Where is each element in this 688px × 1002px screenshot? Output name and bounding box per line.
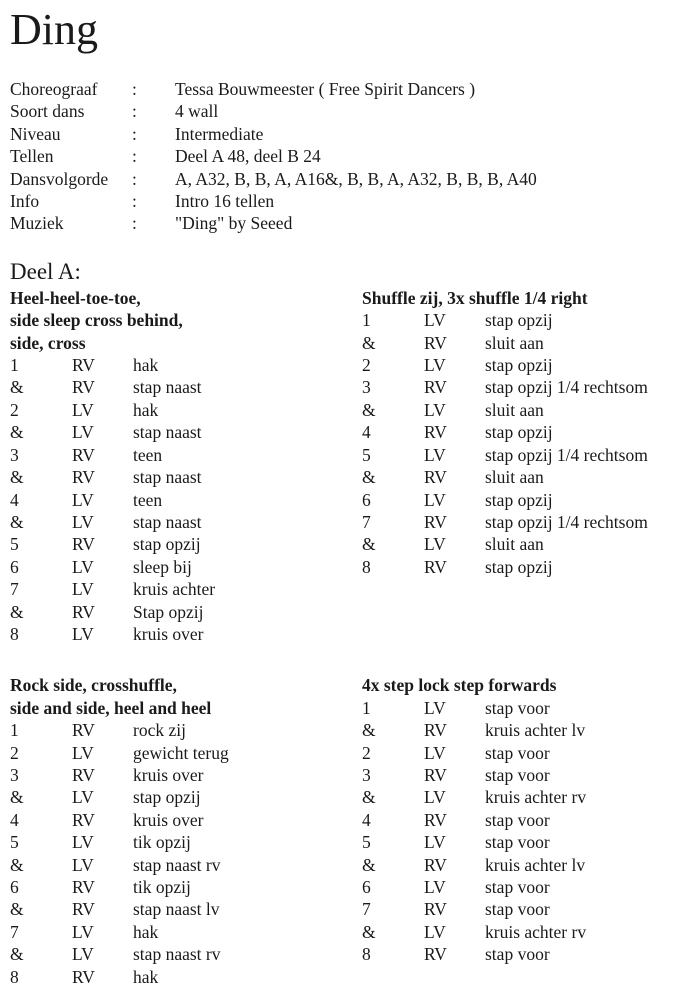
step-row — [10, 786, 362, 808]
step-count: 1 — [362, 310, 371, 331]
step-row — [362, 921, 678, 943]
step-foot: RV — [72, 377, 95, 398]
step-action: stap opzij — [133, 787, 201, 808]
step-foot: RV — [72, 966, 95, 987]
step-action: stap opzij — [485, 556, 553, 577]
step-count: 5 — [10, 832, 19, 853]
step-count: & — [362, 332, 376, 353]
block-title — [10, 287, 362, 354]
step-count: & — [10, 944, 24, 965]
step-list — [362, 697, 678, 966]
step-action: hak — [133, 921, 159, 942]
step-action: kruis over — [133, 623, 204, 644]
step-foot: RV — [424, 944, 447, 965]
info-colon: : — [132, 79, 137, 99]
step-foot: RV — [72, 444, 95, 465]
step-action: stap opzij 1/4 rechtsom — [485, 377, 648, 398]
step-row — [362, 421, 678, 443]
step-action: stap voor — [485, 899, 550, 920]
step-action: kruis achter lv — [485, 854, 586, 875]
step-row — [10, 764, 362, 786]
step-foot: LV — [424, 697, 446, 718]
step-row — [10, 831, 362, 853]
step-foot: RV — [424, 809, 447, 830]
info-value: "Ding" by Seeed — [175, 213, 293, 234]
step-row — [362, 831, 678, 853]
step-foot: RV — [424, 556, 447, 577]
info-colon: : — [132, 213, 137, 234]
step-action: kruis achter lv — [485, 720, 586, 741]
step-action: hak — [133, 966, 159, 987]
info-row — [10, 212, 678, 234]
step-row — [362, 376, 678, 398]
step-count: 6 — [362, 877, 371, 897]
step-row — [10, 966, 362, 988]
step-foot: RV — [424, 467, 447, 488]
step-foot: RV — [424, 854, 447, 875]
step-foot: RV — [424, 377, 447, 398]
step-action: stap voor — [485, 764, 550, 785]
block-heel-heel-toe-toe — [10, 287, 362, 646]
step-action: stap opzij — [133, 534, 201, 555]
step-row — [10, 876, 362, 898]
step-action: stap voor — [485, 832, 550, 853]
step-foot: RV — [424, 511, 447, 532]
step-action: Stap opzij — [133, 601, 204, 622]
step-count: & — [10, 511, 24, 532]
step-row — [10, 921, 362, 943]
step-action: stap opzij 1/4 rechtsom — [485, 444, 648, 465]
section-row-2 — [10, 674, 678, 988]
step-row — [362, 444, 678, 466]
step-foot: LV — [424, 787, 446, 808]
step-row — [362, 533, 678, 555]
step-count: 5 — [362, 444, 371, 465]
step-row — [10, 578, 362, 600]
block-shuffle-zij — [362, 287, 678, 578]
step-row — [362, 876, 678, 898]
step-row — [10, 898, 362, 920]
step-foot: LV — [72, 399, 94, 420]
step-row — [362, 556, 678, 578]
step-foot: LV — [72, 787, 94, 808]
step-row — [10, 719, 362, 741]
step-row — [362, 697, 678, 719]
step-count: 2 — [362, 742, 371, 763]
step-row — [10, 623, 362, 645]
info-colon: : — [132, 191, 137, 212]
step-row — [10, 943, 362, 965]
info-colon: : — [132, 168, 137, 189]
block-title-line: Heel-heel-toe-toe, — [10, 287, 141, 308]
step-foot: LV — [72, 623, 94, 644]
step-count: 6 — [10, 556, 19, 577]
step-foot: RV — [424, 899, 447, 920]
step-count: 4 — [10, 489, 19, 510]
step-foot: RV — [72, 899, 95, 920]
info-row — [10, 123, 678, 145]
step-action: kruis achter rv — [485, 787, 587, 808]
info-row — [10, 168, 678, 190]
block-title-line: Shuffle zij, 3x shuffle 1/4 right — [362, 287, 588, 308]
info-value: Intro 16 tellen — [175, 191, 275, 212]
info-row — [10, 190, 678, 212]
section-row-1 — [10, 287, 678, 646]
step-count: 3 — [362, 764, 371, 785]
step-foot: LV — [424, 877, 446, 897]
info-label: Niveau — [10, 123, 61, 144]
step-action: hak — [133, 355, 159, 376]
step-row — [362, 489, 678, 511]
step-count: 7 — [362, 511, 371, 532]
step-row — [362, 742, 678, 764]
step-row — [10, 466, 362, 488]
block-title-line: 4x step lock step forwards — [362, 675, 557, 696]
step-foot: LV — [72, 921, 94, 942]
step-count: 8 — [362, 556, 371, 577]
info-value: A, A32, B, B, A, A16&, B, B, A, A32, B, B, B, A40 — [175, 168, 537, 189]
step-action: gewicht terug — [133, 742, 229, 763]
info-label: Info — [10, 191, 40, 212]
info-value: Deel A 48, deel B 24 — [175, 146, 321, 167]
step-foot: LV — [72, 944, 94, 965]
block-title-line: side and side, heel and heel — [10, 697, 212, 718]
step-count: & — [10, 467, 24, 488]
block-title — [362, 674, 678, 696]
step-foot: LV — [424, 310, 446, 331]
step-action: stap voor — [485, 809, 550, 830]
section-heading-deel-a: Deel A: — [10, 258, 81, 284]
step-count: 6 — [10, 877, 19, 897]
step-foot: LV — [72, 854, 94, 875]
step-count: 4 — [362, 422, 371, 443]
block-title — [10, 674, 362, 719]
step-count: 5 — [362, 832, 371, 853]
step-foot: LV — [424, 399, 446, 420]
step-count: 8 — [10, 966, 19, 987]
step-action: stap voor — [485, 697, 550, 718]
info-row — [10, 100, 678, 122]
info-label: Choreograaf — [10, 79, 98, 99]
info-colon: : — [132, 101, 137, 122]
step-action: stap opzij — [485, 422, 553, 443]
step-row — [362, 309, 678, 331]
step-action: sleep bij — [133, 556, 192, 577]
step-foot: LV — [72, 832, 94, 853]
info-table — [10, 78, 678, 235]
step-row — [10, 489, 362, 511]
step-row — [10, 742, 362, 764]
step-foot: LV — [72, 579, 94, 600]
step-count: & — [362, 399, 376, 420]
step-count: 1 — [10, 720, 19, 741]
page-title: Ding — [10, 5, 98, 54]
step-action: stap voor — [485, 742, 550, 763]
info-value: Intermediate — [175, 123, 264, 144]
step-foot: LV — [424, 355, 446, 376]
step-count: & — [362, 787, 376, 808]
info-row — [10, 145, 678, 167]
step-count: & — [362, 534, 376, 555]
step-count: 8 — [362, 944, 371, 965]
info-value: Tessa Bouwmeester ( Free Spirit Dancers ) — [175, 79, 476, 99]
info-row — [10, 78, 678, 100]
step-action: stap naast rv — [133, 854, 221, 875]
step-foot: LV — [72, 742, 94, 763]
step-row — [362, 809, 678, 831]
step-action: sluit aan — [485, 399, 544, 420]
step-count: & — [10, 854, 24, 875]
step-row — [362, 511, 678, 533]
step-foot: RV — [72, 720, 95, 741]
step-foot: LV — [424, 832, 446, 853]
step-count: & — [10, 899, 24, 920]
step-action: stap naast — [133, 511, 202, 532]
step-row — [10, 421, 362, 443]
step-action: teen — [133, 489, 163, 510]
step-action: stap naast rv — [133, 944, 221, 965]
step-row — [10, 354, 362, 376]
step-count: 8 — [10, 623, 19, 644]
info-label: Soort dans — [10, 101, 85, 122]
step-count: 4 — [10, 809, 19, 830]
block-title-line: Rock side, crosshuffle, — [10, 675, 177, 696]
step-action: rock zij — [133, 720, 186, 741]
step-action: stap opzij — [485, 310, 553, 331]
step-action: stap naast — [133, 377, 202, 398]
step-row — [362, 399, 678, 421]
info-value: 4 wall — [175, 101, 219, 122]
step-action: kruis over — [133, 764, 204, 785]
step-row — [10, 854, 362, 876]
step-foot: LV — [424, 489, 446, 510]
step-foot: LV — [424, 921, 446, 942]
step-foot: RV — [72, 809, 95, 830]
info-label: Dansvolgorde — [10, 168, 109, 189]
step-foot: LV — [72, 511, 94, 532]
step-count: & — [10, 377, 24, 398]
step-count: & — [362, 921, 376, 942]
step-count: 2 — [10, 742, 19, 763]
step-action: stap opzij — [485, 489, 553, 510]
step-row — [362, 854, 678, 876]
info-colon: : — [132, 146, 137, 167]
step-count: 1 — [362, 697, 371, 718]
step-foot: RV — [72, 601, 95, 622]
step-count: & — [10, 787, 24, 808]
step-action: teen — [133, 444, 163, 465]
block-title-line: side sleep cross behind, — [10, 310, 183, 331]
step-count: & — [362, 854, 376, 875]
step-action: kruis over — [133, 809, 204, 830]
step-action: stap naast — [133, 467, 202, 488]
step-count: 7 — [10, 921, 19, 942]
step-row — [362, 764, 678, 786]
step-row — [362, 354, 678, 376]
step-count: 1 — [10, 355, 19, 376]
step-foot: LV — [72, 422, 94, 443]
step-count: & — [362, 467, 376, 488]
info-label: Muziek — [10, 213, 64, 234]
info-label: Tellen — [10, 146, 54, 167]
step-row — [362, 466, 678, 488]
step-foot: RV — [72, 534, 95, 555]
step-count: & — [362, 720, 376, 741]
step-foot: LV — [424, 534, 446, 555]
block-title-line: side, cross — [10, 332, 86, 353]
step-count: 3 — [10, 444, 19, 465]
step-action: stap naast lv — [133, 899, 220, 920]
step-foot: RV — [72, 355, 95, 376]
step-row — [10, 376, 362, 398]
step-row — [10, 809, 362, 831]
step-count: 2 — [362, 355, 371, 376]
step-list — [10, 354, 362, 645]
step-foot: RV — [72, 877, 95, 897]
step-row — [10, 556, 362, 578]
step-count: 4 — [362, 809, 371, 830]
step-count: 3 — [362, 377, 371, 398]
step-row — [10, 511, 362, 533]
step-action: stap naast — [133, 422, 202, 443]
step-count: 7 — [10, 579, 19, 600]
step-foot: LV — [424, 444, 446, 465]
step-row — [10, 444, 362, 466]
step-action: sluit aan — [485, 332, 544, 353]
step-row — [10, 399, 362, 421]
step-count: 3 — [10, 764, 19, 785]
step-action: stap voor — [485, 944, 550, 965]
step-foot: LV — [424, 742, 446, 763]
step-foot: LV — [72, 489, 94, 510]
step-foot: LV — [72, 556, 94, 577]
step-foot: RV — [424, 332, 447, 353]
step-foot: RV — [424, 764, 447, 785]
step-action: kruis achter — [133, 579, 216, 600]
step-row — [362, 786, 678, 808]
step-row — [362, 943, 678, 965]
step-action: sluit aan — [485, 534, 544, 555]
step-count: 2 — [10, 399, 19, 420]
step-foot: RV — [72, 764, 95, 785]
step-count: 6 — [362, 489, 371, 510]
step-action: sluit aan — [485, 467, 544, 488]
step-count: 7 — [362, 899, 371, 920]
step-action: stap opzij — [485, 355, 553, 376]
step-foot: RV — [72, 467, 95, 488]
step-row — [362, 719, 678, 741]
step-foot: RV — [424, 422, 447, 443]
step-count: & — [10, 601, 24, 622]
info-colon: : — [132, 123, 137, 144]
step-list — [362, 309, 678, 578]
step-row — [10, 533, 362, 555]
step-action: stap voor — [485, 877, 550, 897]
block-step-lock-step — [362, 674, 678, 965]
step-row — [10, 601, 362, 623]
step-count: & — [10, 422, 24, 443]
step-action: kruis achter rv — [485, 921, 587, 942]
block-title — [362, 287, 678, 309]
step-list — [10, 719, 362, 988]
step-row — [362, 898, 678, 920]
step-action: stap opzij 1/4 rechtsom — [485, 511, 648, 532]
block-rock-side — [10, 674, 362, 988]
step-foot: RV — [424, 720, 447, 741]
step-action: tik opzij — [133, 877, 191, 897]
step-count: 5 — [10, 534, 19, 555]
step-action: hak — [133, 399, 159, 420]
step-action: tik opzij — [133, 832, 191, 853]
step-row — [362, 332, 678, 354]
